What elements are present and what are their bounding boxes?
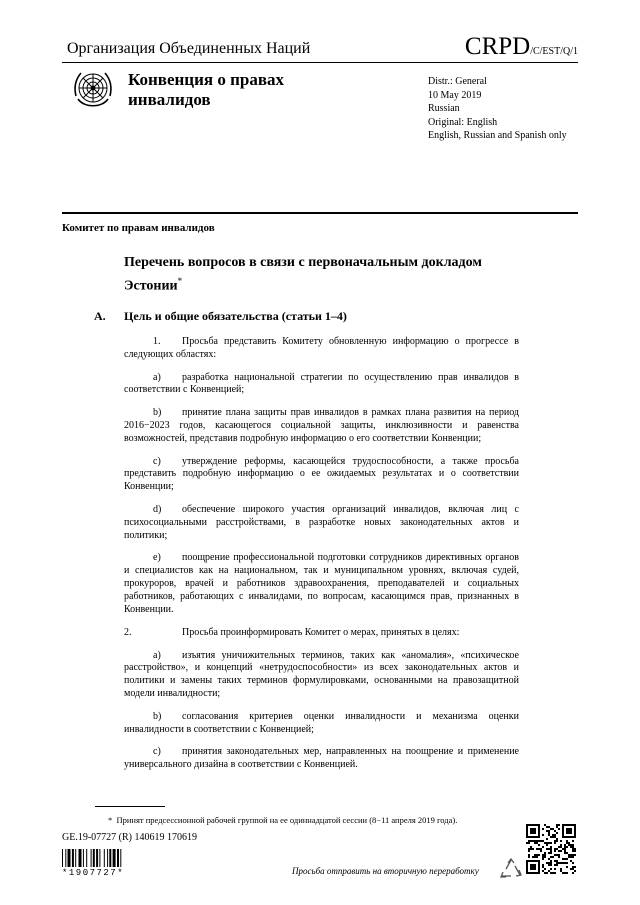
issue-date: 10 May 2019 bbox=[428, 89, 482, 101]
footnote-reference: * bbox=[177, 276, 183, 286]
committee-name: Комитет по правам инвалидов bbox=[62, 222, 215, 234]
paragraph bbox=[124, 372, 519, 398]
barcode-icon bbox=[62, 849, 154, 867]
barcode-digits: *1907727* bbox=[62, 868, 125, 878]
paragraph-text: изъятия уничижительных терминов, таких как «аномалия», «психическое расстройство», и концепций «нетрудоспособности» из всех законодательных актов и политики и замены таких терминов формулировками, основанными на правозащитной модели инвалидности; bbox=[124, 649, 519, 700]
document-symbol bbox=[465, 33, 578, 61]
footnote-text: Принят предсессионной рабочей группой на ее одиннадцатой сессии (8−11 апреля 2019 года). bbox=[116, 815, 458, 825]
paragraph-text: поощрение профессиональной подготовки сотрудников директивных органов и специалистов как на национальном, так и муниципальном уровнях, включая судей, прокуроров, врачей и работников здравоохранения, преподавателей и социальных работников, работающих с инвалидами, по вопросам, касающимся прав, признанных в Конвенции. bbox=[124, 552, 519, 615]
paragraph-text: Просьба представить Комитету обновленную информацию о прогрессе в следующих областях: bbox=[124, 336, 519, 360]
paragraph bbox=[124, 552, 519, 616]
paragraph-number: d) bbox=[153, 503, 162, 515]
section-title: Цель и общие обязательства (статьи 1–4) bbox=[124, 309, 347, 323]
qr-code-icon bbox=[526, 824, 576, 874]
paragraph bbox=[124, 407, 519, 445]
distribution: Distr.: General bbox=[428, 76, 487, 87]
paragraph-number: c) bbox=[153, 746, 161, 758]
available-languages: English, Russian and Spanish only bbox=[428, 130, 567, 141]
paragraph-text: согласования критериев оценки инвалидности и механизма оценки инвалидности в соответствии с Конвенцией; bbox=[124, 710, 519, 735]
paragraph-number: e) bbox=[153, 552, 161, 564]
paragraph bbox=[124, 650, 519, 701]
section-letter: A. bbox=[94, 309, 106, 323]
job-number: GE.19-07727 (R) 140619 170619 bbox=[62, 832, 197, 843]
language: Russian bbox=[428, 103, 460, 114]
header-rule bbox=[62, 62, 578, 63]
convention-title: Конвенция о правах инвалидов bbox=[128, 70, 285, 109]
recycle-notice: Просьба отправить на вторичную переработку bbox=[292, 866, 479, 876]
paragraph-number: 1. bbox=[153, 336, 161, 347]
paragraph-number: 2. bbox=[124, 626, 132, 638]
paragraph-number: a) bbox=[153, 371, 161, 383]
heading-title: Перечень вопросов в связи с первоначальным докладом Эстонии bbox=[124, 255, 482, 294]
paragraph-number: b) bbox=[153, 407, 162, 419]
paragraph bbox=[124, 711, 519, 737]
paragraph-number: b) bbox=[153, 710, 162, 722]
recycle-icon bbox=[500, 858, 522, 880]
symbol-main: CRPD bbox=[464, 33, 531, 60]
footnote-marker: * bbox=[108, 815, 113, 825]
paragraph-text: утверждение реформы, касающейся трудоспособности, а также просьба представить подробную информацию о ее ожидаемых результатах и о соответствии Конвенции; bbox=[124, 455, 519, 493]
document-metadata bbox=[428, 75, 567, 143]
footnote bbox=[108, 815, 528, 825]
original-language: Original: English bbox=[428, 116, 498, 128]
body-text bbox=[124, 336, 519, 782]
un-emblem-icon bbox=[70, 66, 116, 112]
paragraph bbox=[124, 456, 519, 494]
paragraph-text: принятие плана защиты прав инвалидов в рамках плана развития на период 2016−2023 годов, касающегося социальной защиты, инклюзивности и равенства возможностей, представив подробную информацию о его соответствии Конвенции; bbox=[124, 407, 519, 444]
paragraph-number: c) bbox=[153, 455, 161, 467]
paragraph bbox=[124, 746, 519, 772]
paragraph-text: принятия законодательных мер, направленных на поощрение и применение универсального дизайна в соответствии с Конвенцией. bbox=[124, 746, 519, 771]
paragraph bbox=[124, 627, 519, 640]
symbol-suffix: /C/EST/Q/1 bbox=[530, 46, 578, 57]
paragraph-text: разработка национальной стратегии по осуществлению прав инвалидов в соответствии с Конвенцией; bbox=[124, 371, 519, 396]
section-rule bbox=[62, 212, 578, 214]
paragraph-number: a) bbox=[153, 649, 161, 661]
paragraph-text: Просьба проинформировать Комитет о мерах, принятых в целях: bbox=[182, 626, 460, 638]
organization-name: Организация Объединенных Наций bbox=[67, 40, 311, 57]
paragraph bbox=[124, 504, 519, 542]
footnote-rule bbox=[95, 806, 165, 807]
paragraph-text: обеспечение широкого участия организаций инвалидов, включая лиц с психосоциальными расстройствами, в разработке новых законодательных актов и политики; bbox=[124, 503, 519, 541]
paragraph bbox=[124, 336, 519, 362]
main-heading bbox=[124, 254, 524, 296]
